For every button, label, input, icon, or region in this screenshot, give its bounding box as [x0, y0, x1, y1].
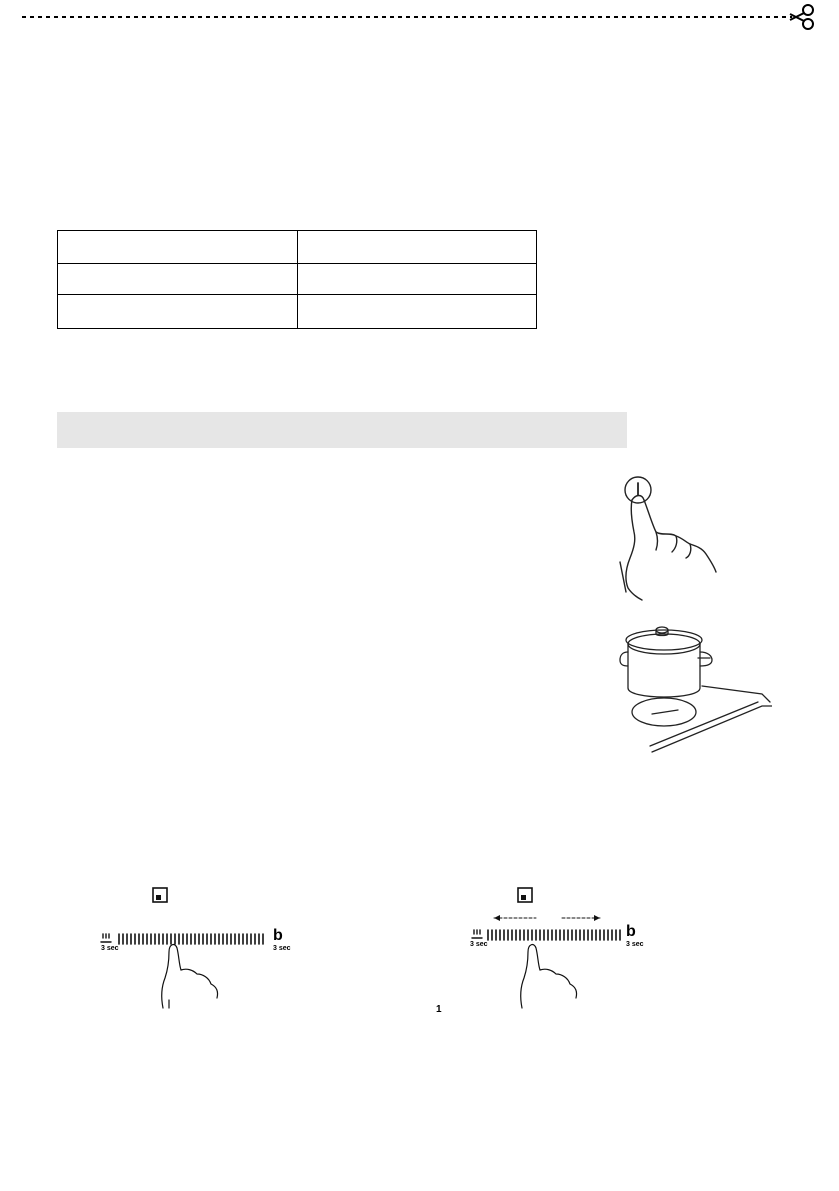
scissors-icon: [22, 4, 819, 30]
boost-symbol: b: [273, 927, 283, 944]
slider-tap-icon: [95, 882, 310, 1012]
finger-touch-power-icon: [606, 470, 722, 605]
table-row: [58, 295, 537, 329]
info-table: [57, 230, 537, 329]
table-cell: [58, 295, 298, 329]
table-cell: [297, 264, 537, 295]
table-row: [58, 231, 537, 264]
table-cell: [297, 231, 537, 264]
pot-on-cooking-zone-icon: [612, 622, 772, 757]
slider-left-label: 3 sec: [101, 945, 119, 952]
slider-swipe-icon: [466, 882, 666, 1012]
section-heading: [57, 412, 627, 448]
slider-left-label: 3 sec: [470, 941, 488, 948]
table-cell: [58, 264, 298, 295]
slider-right-label: 3 sec: [626, 941, 644, 948]
table-row: [58, 264, 537, 295]
boost-symbol: b: [626, 923, 636, 940]
slider-right-label: 3 sec: [273, 945, 291, 952]
table-cell: [58, 231, 298, 264]
page-mark: 1: [436, 1004, 443, 1015]
cut-line: [22, 4, 819, 30]
table-cell: [297, 295, 537, 329]
